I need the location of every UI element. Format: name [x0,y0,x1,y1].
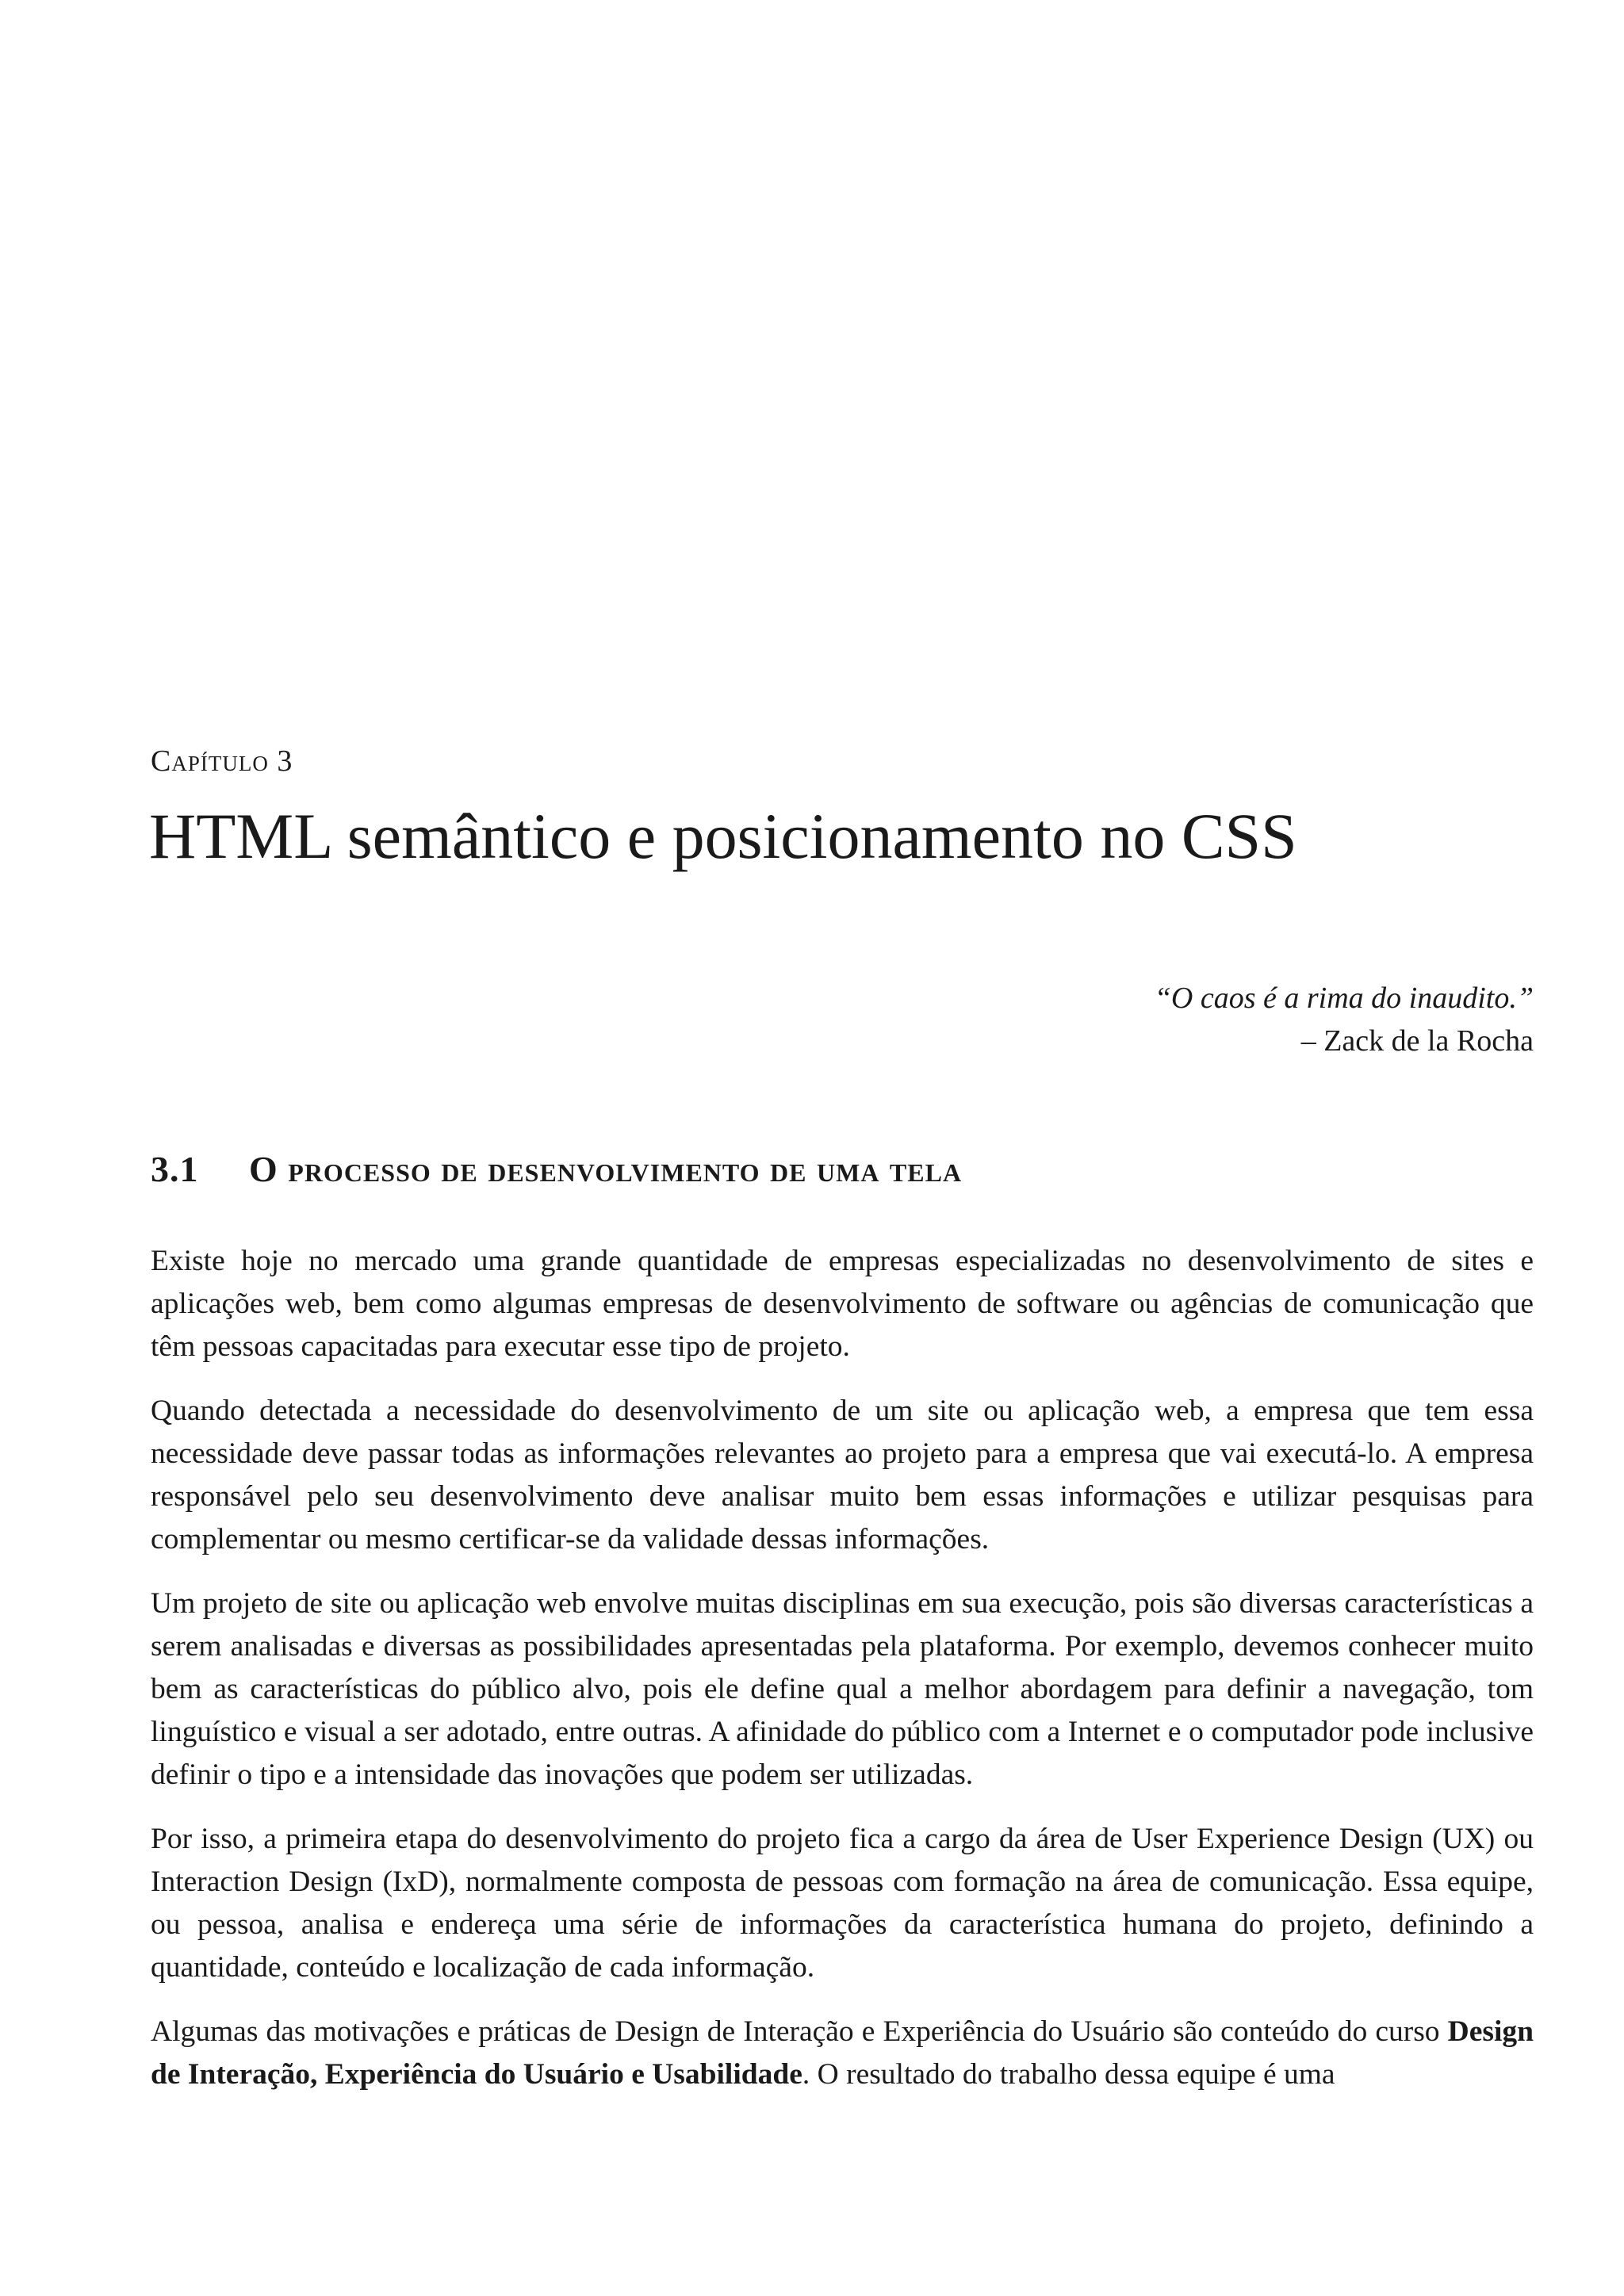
course-name: Design de Interação, Experiência do Usuário e Usabilidade [151,2015,1534,2091]
section-number: 3.1 [151,1149,199,1189]
section-heading [151,1148,962,1190]
paragraph: Por isso, a primeira etapa do desenvolvimento do projeto fica a cargo da área de User Experience Design (UX) ou Interaction Design (IxD), normalmente composta de pessoas com formação na área de comunicação. Essa equipe, ou pessoa, analisa e endereça uma série de informações da característica humana do projeto, definindo a quantidade, conteúdo e localização de cada informação. [151,1823,1534,1984]
epigraph-author: – Zack de la Rocha [1300,1024,1534,1058]
epigraph [1155,977,1534,1062]
paragraph-text: . O resultado do trabalho dessa equipe é uma [802,2058,1335,2091]
paragraph [151,2011,1534,2096]
paragraph-text: Algumas das motivações e práticas de Design de Interação e Experiência do Usuário são conteúdo do curso [151,2015,1448,2048]
chapter-title: HTML semântico e posicionamento no CSS [149,800,1297,872]
body-text [151,1240,1534,2118]
paragraph: Existe hoje no mercado uma grande quantidade de empresas especializadas no desenvolvimento de sites e aplicações web, bem como algumas empresas de desenvolvimento de software ou agências de comunicação que têm pessoas capacitadas para executar esse tipo de projeto. [151,1245,1534,1363]
paragraph: Quando detectada a necessidade do desenvolvimento de um site ou aplicação web, a empresa que tem essa necessidade deve passar todas as informações relevantes ao projeto para a empresa que vai executá-lo. A empresa responsável pelo seu desenvolvimento deve analisar muito bem essas informações e utilizar pesquisas para complementar ou mesmo certificar-se da validade dessas informações. [151,1395,1534,1556]
paragraph: Um projeto de site ou aplicação web envolve muitas disciplinas em sua execução, pois são diversas características a serem analisadas e diversas as possibilidades apresentadas pela plataforma. Por exemplo, devemos conhecer muito bem as características do público alvo, pois ele define qual a melhor abordagem para definir a navegação, tom linguístico e visual a ser adotado, entre outras. A afinidade do público com a Internet e o computador pode inclusive definir o tipo e a intensidade das inovações que podem ser utilizadas. [151,1587,1534,1791]
section-title: O processo de desenvolvimento de uma tela [249,1149,963,1189]
epigraph-quote: “O caos é a rima do inaudito.” [1154,982,1534,1015]
chapter-label: Capítulo 3 [151,744,293,778]
